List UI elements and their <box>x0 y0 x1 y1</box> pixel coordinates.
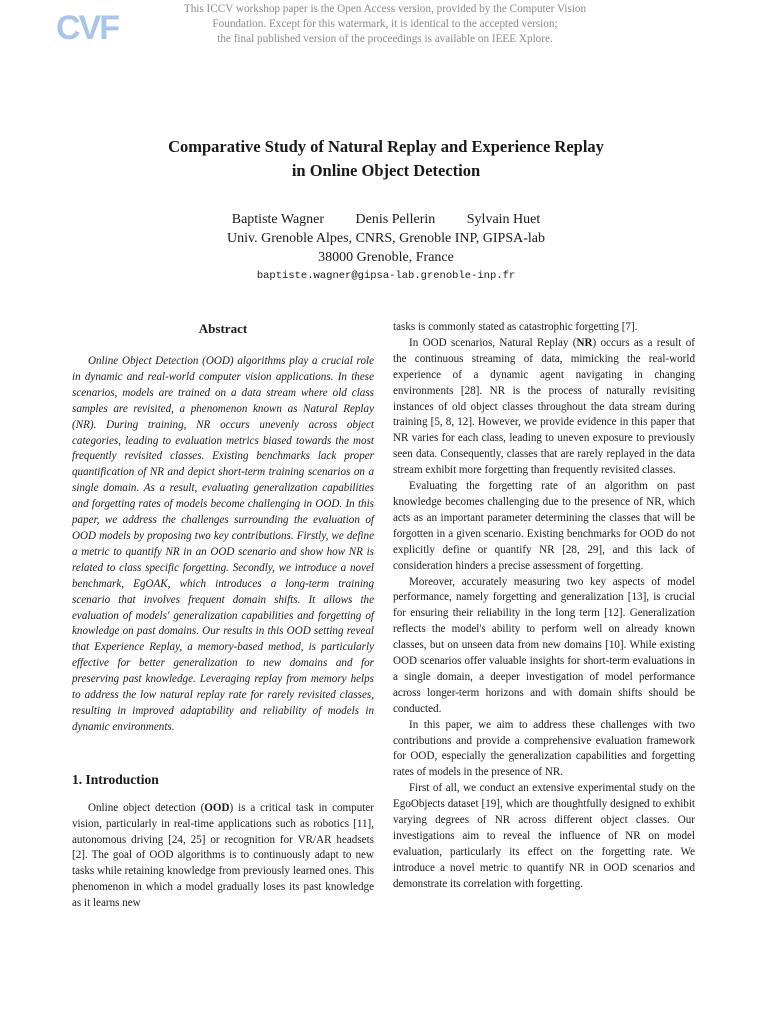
author-address: 38000 Grenoble, France <box>318 250 454 265</box>
author-name: Sylvain Huet <box>466 212 541 227</box>
text-run: In OOD scenarios, Natural Replay ( <box>409 336 577 349</box>
introduction-paragraph <box>72 801 374 912</box>
watermark-line: the final published version of the proceedings is available on IEEE Xplore. <box>217 33 553 45</box>
open-access-watermark <box>150 2 620 47</box>
text-run: ) occurs as a result of the continuous streaming of data, mimicking the real-world experience of a dynamic agent navigating in changing environments [28]. NR is the process of naturally revisiting instances of old object classes throughout the data stream during training [5, 8, 12]. However, we provide evidence in this paper that NR varies for each class, leading to uneven exposure to previously seen data. Consequently, classes that are rarely replayed in the data stream exhibit more forgetting than frequently revisited classes. <box>393 336 695 477</box>
svg-text:CVF: CVF <box>56 9 118 46</box>
author-name: Denis Pellerin <box>355 212 436 227</box>
watermark-line: Foundation. Except for this watermark, it is identical to the accepted version; <box>212 18 558 30</box>
text-run: Online object detection ( <box>88 801 205 814</box>
paper-title <box>80 135 692 183</box>
title-line-1: Comparative Study of Natural Replay and Experience Replay <box>168 137 604 156</box>
body-paragraph: First of all, we conduct an extensive experimental study on the EgoObjects dataset [19], which are thoughtfully designed to exhibit varying degrees of NR across different object classes. Our investigations aim to reveal the influence of NR on model evaluation, particularly its effect on the forgetting rate. We introduce a novel metric to quantify NR in OOD scenarios and demonstrate its correlation with forgetting. <box>393 782 695 890</box>
introduction-heading: 1. Introduction <box>72 771 159 787</box>
continued-paragraph: tasks is commonly stated as catastrophic forgetting [7]. <box>393 321 638 333</box>
author-name: Baptiste Wagner <box>231 212 325 227</box>
title-line-2: in Online Object Detection <box>291 161 481 180</box>
text-run: ) is a critical task in computer vision, particularly in real-time applications such as robotics [11], autonomous driving [24, 25] or recognition for VR/AR headsets [2]. The goal of OOD algorithms is to continuously adapt to new tasks while retaining knowledge from previously learned ones. This phenomenon in which a model gradually loses its past knowledge as it learns new <box>72 801 374 910</box>
left-column <box>72 320 374 912</box>
nr-abbreviation: NR <box>576 336 593 349</box>
right-column <box>393 320 695 893</box>
watermark-line: This ICCV workshop paper is the Open Access version, provided by the Computer Vision <box>183 3 587 15</box>
body-paragraph <box>393 336 695 479</box>
author-names <box>80 210 692 229</box>
cvf-logo <box>56 6 140 46</box>
body-paragraph: Moreover, accurately measuring two key aspects of model performance, namely forgetting and generalization [13], is crucial for ensuring their reliability in the long term [12]. Generalization reflects the model's ability to perform well on already known classes, but on unseen data from new domains [10]. While existing OOD scenarios offer valuable insights for short-term evaluations in a single domain, a deeper investigation of model performance across longer-term horizons and with domain shifts should be conducted. <box>393 575 695 715</box>
author-affiliation: Univ. Grenoble Alpes, CNRS, Grenoble INP, GIPSA-lab <box>227 231 545 246</box>
author-block <box>80 210 692 267</box>
author-email: baptiste.wagner@gipsa-lab.grenoble-inp.fr <box>256 270 516 282</box>
ood-abbreviation: OOD <box>204 801 230 814</box>
abstract-text: Online Object Detection (OOD) algorithms play a crucial role in dynamic and real-world computer vision applications. In these scenarios, models are trained on a data stream where old class samples are revisited, a phenomenon known as Natural Replay (NR). During training, NR occurs unevenly across object categories, leading to evaluation metrics biased towards the most frequently revisited classes. Existing benchmarks lack proper quantification of NR and depict short-term training scenarios on a single domain. As a result, evaluating generalization capabilities and forgetting rates of models become challenging in OOD. In this paper, we address the challenges surrounding the evaluation of OOD models by proposing two key contributions. Firstly, we define a metric to quantify NR in an OOD scenario and show how NR is related to class specific forgetting. Secondly, we introduce a novel benchmark, EgOAK, which introduces a long-term training scenario that involves frequent domain shifts. It allows the evaluation of models' generalization capabilities and forgetting of knowledge on past domains. Our results in this OOD setting reveal that Experience Replay, a memory-based method, is particularly effective for better generalization to new domains and for preserving past knowledge. Leveraging replay from memory helps to address the low natural replay rate for rarely revisited classes, resulting in improved adaptability and reliability of models in dynamic environments. <box>72 355 374 733</box>
body-paragraph: In this paper, we aim to address these challenges with two contributions and provide a comprehensive evaluation framework for OOD, especially the generalization capabilities and forgetting rates of models in the presence of NR. <box>393 718 695 779</box>
cvf-logo-graphic <box>56 6 140 46</box>
body-paragraph: Evaluating the forgetting rate of an algorithm on past knowledge becomes challenging due to the presence of NR, which acts as an important parameter determining the classes that will be forgotten in a given scenario. Existing benchmarks for OOD do not explicitly define or quantify NR [28, 29], and this lack of consideration hinders a precise assessment of forgetting. <box>393 480 695 572</box>
abstract-heading: Abstract <box>198 321 248 336</box>
